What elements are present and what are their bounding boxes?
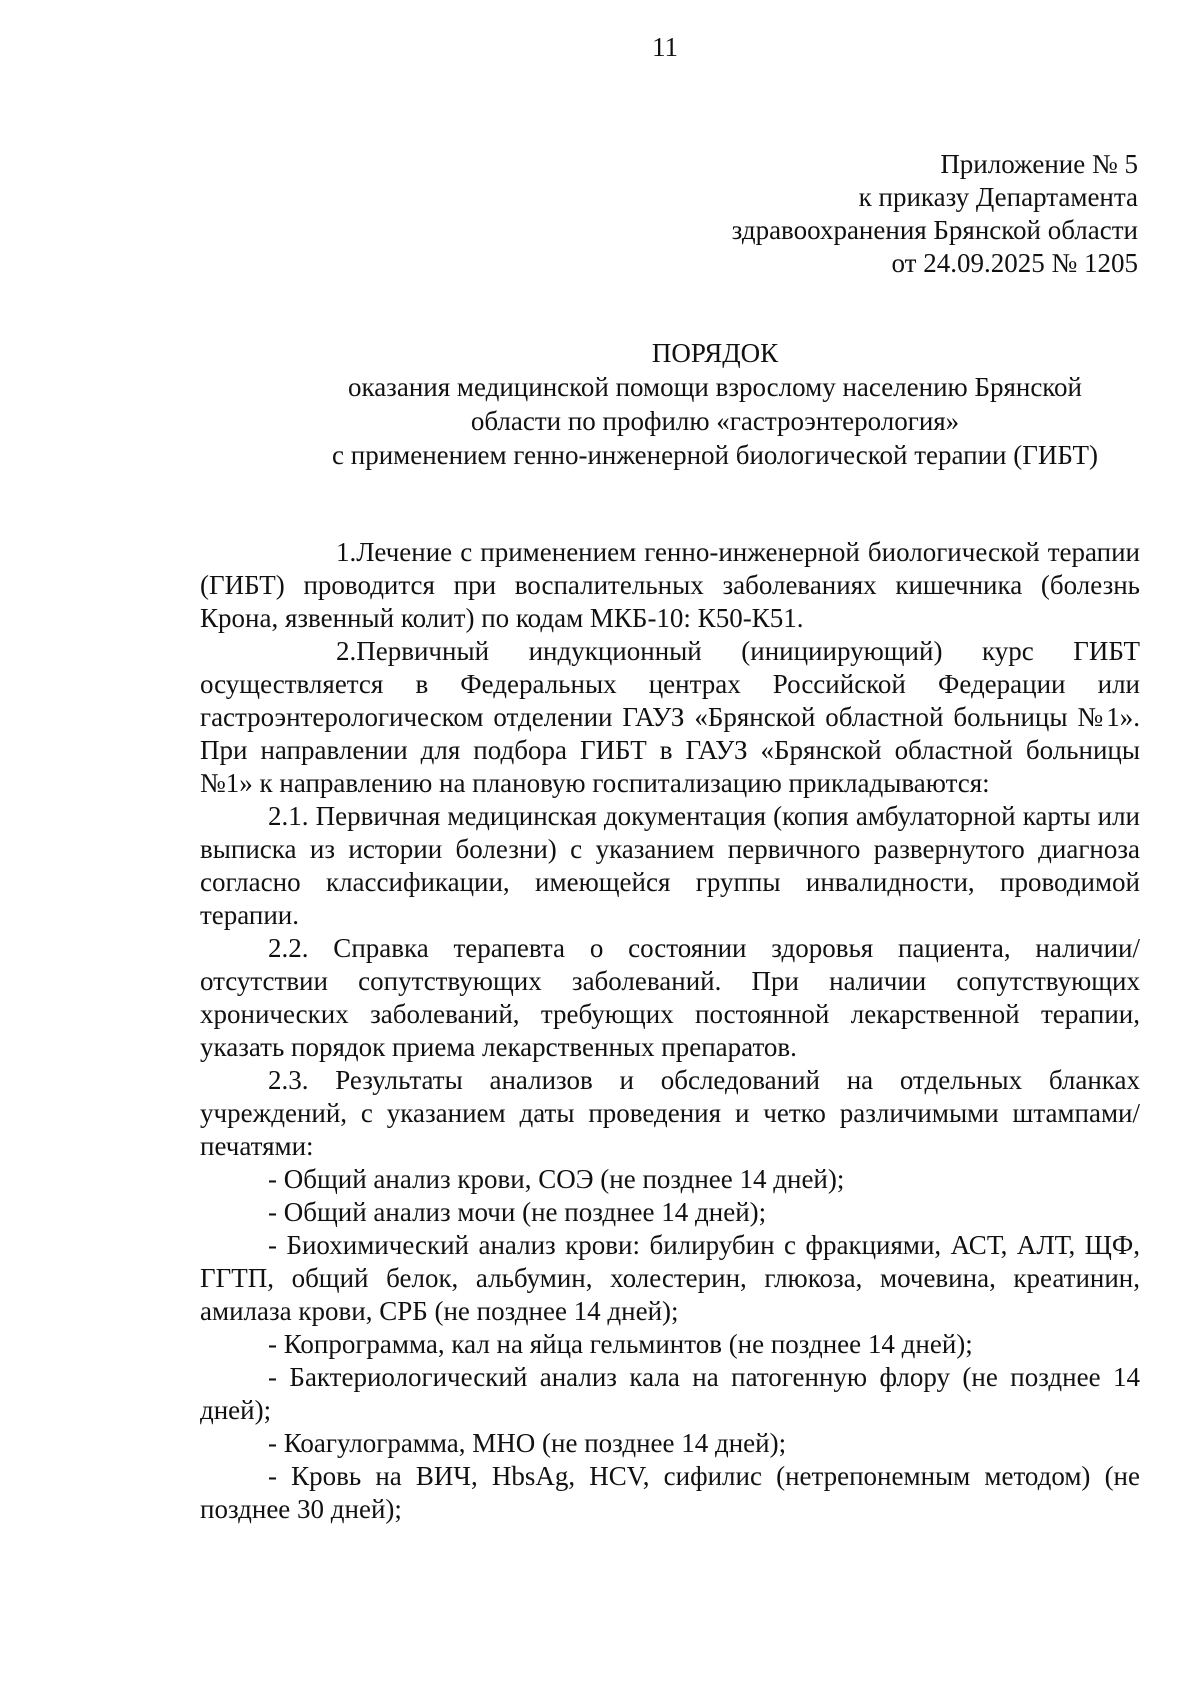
paragraph-1-text: Лечение с применением генно-инженерной биологической терапии (ГИБТ) проводится при воспалительных заболеваниях кишечника (болезнь Крона, язвенный колит) по кодам МКБ-10: К50-К51. <box>200 537 1140 633</box>
appendix-line-1: Приложение № 5 <box>940 149 1138 179</box>
page-number: 11 <box>652 32 678 62</box>
paragraph-2-1: 2.1. Первичная медицинская документация (копия амбулаторной карты или выписка из истории болезни) с указанием первичного развернутого диагноза согласно классификации, имеющейся группы инвалидности, проводимой терапии. <box>200 801 1140 930</box>
paragraph-2 <box>200 635 1140 800</box>
title-line-1: оказания медицинской помощи взрослому населению Брянской <box>347 372 1083 402</box>
appendix-line-3: здравоохранения Брянской области <box>731 215 1138 245</box>
title-heading: ПОРЯДОК <box>651 338 779 368</box>
list-item: - Бактериологический анализ кала на патогенную флору (не позднее 14 дней); <box>200 1362 1140 1425</box>
paragraph-1 <box>200 536 1140 635</box>
appendix-line-4: от 24.09.2025 № 1205 <box>891 248 1138 278</box>
paragraph-1-number: 1. <box>336 537 357 567</box>
appendix-header <box>732 148 1138 280</box>
list-item: - Общий анализ мочи (не позднее 14 дней); <box>268 1197 767 1227</box>
list-item: - Биохимический анализ крови: билирубин с фракциями, АСТ, АЛТ, ЩФ, ГГТП, общий белок, альбумин, холестерин, глюкоза, мочевина, креатинин, амилаза крови, СРБ (не позднее 14 дней); <box>200 1230 1140 1326</box>
document-title <box>140 336 1200 472</box>
title-line-2: области по профилю «гастроэнтерология» <box>470 406 960 436</box>
paragraph-2-3: 2.3. Результаты анализов и обследований на отдельных бланках учреждений, с указанием даты проведения и четко различимыми штампами/печатями: <box>200 1065 1140 1161</box>
list-item: - Общий анализ крови, СОЭ (не позднее 14 дней); <box>268 1164 845 1194</box>
title-line-3: с применением генно-инженерной биологической терапии (ГИБТ) <box>332 440 1098 470</box>
paragraph-2-text: Первичный индукционный (инициирующий) курс ГИБТ осуществляется в Федеральных центрах Российской Федерации или гастроэнтерологическом отделении ГАУЗ «Брянской областной больницы №1». При направлении для подбора ГИБТ в ГАУЗ «Брянской областной больницы №1» к направлению на плановую госпитализацию прикладываются: <box>200 636 1140 798</box>
list-item: - Кровь на ВИЧ, HbsAg, HCV, сифилис (нетрепонемным методом) (не позднее 30 дней); <box>200 1461 1140 1524</box>
appendix-line-2: к приказу Департамента <box>858 182 1138 212</box>
paragraph-2-2: 2.2. Справка терапевта о состоянии здоровья пациента, наличии/отсутствии сопутствующих заболеваний. При наличии сопутствующих хронических заболеваний, требующих постоянной лекарственной терапии, указать порядок приема лекарственных препаратов. <box>200 933 1140 1062</box>
list-item: - Коагулограмма, МНО (не позднее 14 дней); <box>268 1428 787 1458</box>
paragraph-2-number: 2. <box>336 636 357 666</box>
list-item: - Копрограмма, кал на яйца гельминтов (не позднее 14 дней); <box>268 1329 973 1359</box>
document-body <box>200 536 1140 1526</box>
